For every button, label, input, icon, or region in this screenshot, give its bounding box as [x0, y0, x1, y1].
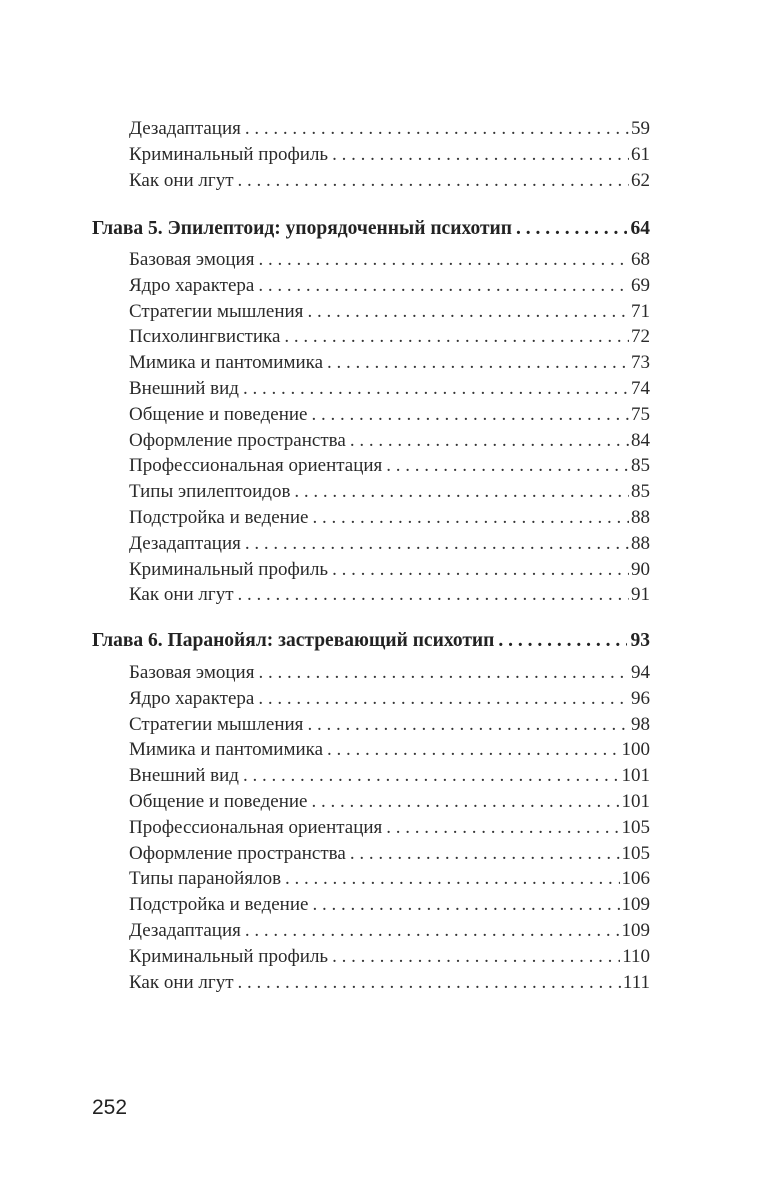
toc-entry: [92, 247, 650, 273]
toc-entry-page: 72: [631, 326, 650, 348]
toc-entry: [92, 557, 650, 583]
dot-leader: [245, 116, 629, 142]
toc-entry-page: 111: [622, 971, 650, 993]
dot-leader: [312, 505, 629, 531]
toc-entry: [92, 918, 650, 944]
toc-entry-title: Как они лгут: [129, 584, 234, 606]
dot-leader: [327, 737, 619, 763]
toc-entry-title: Ядро характера: [129, 687, 255, 709]
toc-entry-page: 59: [631, 118, 650, 139]
toc-entry-title: Дезадаптация: [129, 532, 241, 554]
dot-leader: [311, 789, 619, 815]
toc-entry-page: 88: [631, 532, 650, 554]
dot-leader: [307, 712, 629, 738]
toc-entry-title: Профессиональная ориентация: [129, 455, 383, 477]
toc-entry-title: Типы паранойялов: [129, 868, 282, 890]
chapter-page: 64: [630, 218, 650, 239]
toc-entry: [92, 376, 650, 402]
toc-entry-page: 91: [631, 584, 650, 606]
toc-entry: [92, 737, 650, 763]
toc-entry-title: Базовая эмоция: [129, 662, 255, 683]
toc-entry-page: 88: [631, 506, 650, 528]
toc-entry-page: 96: [631, 687, 650, 709]
toc-entry-title: Стратегии мышления: [129, 713, 304, 735]
chapter-heading: [92, 214, 650, 244]
toc-entry-page: 105: [621, 816, 650, 838]
toc-entry-title: Профессиональная ориентация: [129, 816, 383, 838]
toc-entry: [92, 892, 650, 918]
toc-entry: [92, 479, 650, 505]
toc-chapter-6: [92, 626, 650, 656]
toc-entry: [92, 168, 650, 194]
toc-entry: [92, 142, 650, 168]
toc-entry-title: Стратегии мышления: [129, 300, 304, 322]
toc-entry-page: 94: [631, 662, 650, 683]
toc-entry-page: 101: [621, 765, 650, 787]
toc-entry-page: 100: [621, 739, 650, 761]
chapter-heading: [92, 626, 650, 656]
toc-entry: [92, 582, 650, 608]
dot-leader: [294, 479, 629, 505]
dot-leader: [238, 582, 630, 608]
toc-entry: [92, 299, 650, 325]
toc-entry: [92, 453, 650, 479]
toc-entry-page: 62: [631, 169, 650, 191]
toc-entry-title: Дезадаптация: [129, 919, 241, 941]
toc-entry-page: 106: [621, 868, 650, 890]
toc-entry: [92, 763, 650, 789]
toc-entry-title: Дезадаптация: [129, 118, 241, 139]
dot-leader: [350, 841, 620, 867]
toc-entry: [92, 866, 650, 892]
toc-entry-page: 109: [621, 919, 650, 941]
dot-leader: [350, 428, 629, 454]
dot-leader: [307, 299, 629, 325]
toc-entry-page: 109: [621, 894, 650, 916]
dot-leader: [311, 402, 629, 428]
toc-entry: [92, 789, 650, 815]
toc-entry-page: 71: [631, 300, 650, 322]
toc-entry-title: Криминальный профиль: [129, 558, 329, 580]
toc-entry-page: 69: [631, 274, 650, 296]
toc-entry-page: 90: [631, 558, 650, 580]
dot-leader: [258, 660, 629, 686]
toc-entry: [92, 660, 650, 686]
dot-leader: [332, 142, 629, 168]
toc-entry: [92, 815, 650, 841]
toc-entry: [92, 428, 650, 454]
dot-leader: [245, 918, 620, 944]
toc-entry-page: 75: [631, 403, 650, 425]
toc-entry-title: Типы эпилептоидов: [129, 481, 291, 503]
dot-leader: [386, 815, 619, 841]
toc-entry: [92, 944, 650, 970]
toc-entry-title: Ядро характера: [129, 274, 255, 296]
toc-entry: [92, 970, 650, 996]
toc-entry: [92, 324, 650, 350]
toc-entry-title: Общение и поведение: [129, 403, 308, 425]
toc-entry-page: 110: [622, 945, 650, 967]
toc-entry: [92, 686, 650, 712]
toc-entry-title: Внешний вид: [129, 765, 239, 787]
chapter-title: Глава 6. Паранойял: застревающий психотип: [92, 630, 495, 651]
dot-leader: [516, 214, 627, 244]
dot-leader: [258, 273, 629, 299]
dot-leader: [498, 626, 626, 656]
toc-entry-page: 98: [631, 713, 650, 735]
toc-previous-chapter-tail: [92, 116, 650, 193]
toc-entry-title: Мимика и пантомимика: [129, 739, 324, 761]
toc-entry-title: Оформление пространства: [129, 429, 346, 451]
toc-entry-page: 105: [621, 842, 650, 864]
toc-entry-title: Криминальный профиль: [129, 143, 329, 165]
toc-entry-page: 74: [631, 377, 650, 399]
dot-leader: [386, 453, 629, 479]
toc-entry-title: Общение и поведение: [129, 790, 308, 812]
toc-entry-title: Психолингвистика: [129, 326, 281, 348]
toc-entry: [92, 531, 650, 557]
toc-entry-title: Криминальный профиль: [129, 945, 329, 967]
toc-entry: [92, 350, 650, 376]
toc-entry-page: 68: [631, 249, 650, 270]
toc-entry-page: 73: [631, 352, 650, 374]
toc-entry-page: 85: [631, 481, 650, 503]
toc-entry: [92, 841, 650, 867]
toc-entry-title: Внешний вид: [129, 377, 239, 399]
toc-entry-page: 84: [631, 429, 650, 451]
toc-entry: [92, 273, 650, 299]
toc-entry: [92, 116, 650, 142]
toc-entry-title: Как они лгут: [129, 169, 234, 191]
dot-leader: [238, 970, 621, 996]
dot-leader: [243, 763, 620, 789]
toc-entry: [92, 712, 650, 738]
toc-entry-title: Подстройка и ведение: [129, 506, 309, 528]
dot-leader: [243, 376, 629, 402]
toc-entry: [92, 505, 650, 531]
toc-chapter-5-entries: [92, 247, 650, 608]
toc-entry: [92, 402, 650, 428]
toc-entry-title: Как они лгут: [129, 971, 234, 993]
toc-entry-title: Оформление пространства: [129, 842, 346, 864]
dot-leader: [238, 168, 630, 194]
dot-leader: [332, 944, 620, 970]
dot-leader: [312, 892, 619, 918]
toc-entry-title: Подстройка и ведение: [129, 894, 309, 916]
toc-chapter-5: [92, 214, 650, 244]
dot-leader: [258, 247, 629, 273]
toc-entry-title: Мимика и пантомимика: [129, 352, 324, 374]
toc-entry-page: 61: [631, 143, 650, 165]
toc-entry-page: 85: [631, 455, 650, 477]
dot-leader: [285, 866, 619, 892]
dot-leader: [245, 531, 629, 557]
toc-entry-title: Базовая эмоция: [129, 249, 255, 270]
dot-leader: [332, 557, 629, 583]
dot-leader: [258, 686, 629, 712]
toc-chapter-6-entries: [92, 660, 650, 995]
page-number: 252: [92, 1096, 128, 1119]
toc-entry-page: 101: [621, 790, 650, 812]
dot-leader: [284, 324, 629, 350]
dot-leader: [327, 350, 629, 376]
chapter-title: Глава 5. Эпилептоид: упорядоченный психотип: [92, 218, 512, 239]
chapter-page: 93: [630, 630, 650, 651]
